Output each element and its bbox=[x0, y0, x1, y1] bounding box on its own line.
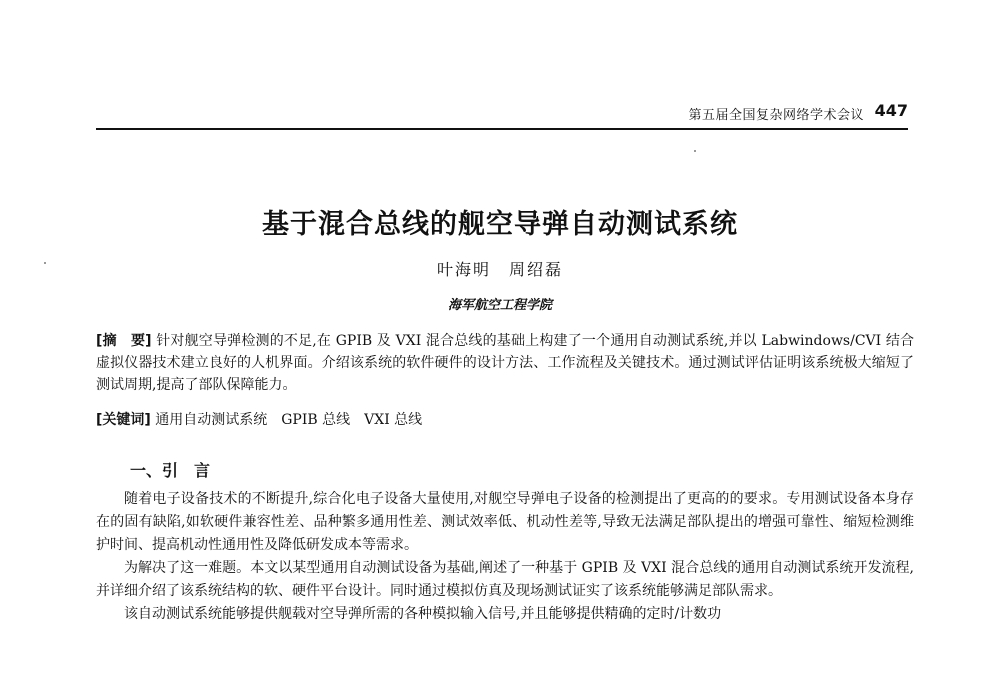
body-paragraph: 该自动测试系统能够提供舰载对空导弹所需的各种模拟输入信号,并且能够提供精确的定时/计数功 bbox=[124, 606, 722, 622]
paper-affiliation: 海军航空工程学院 bbox=[447, 298, 552, 313]
body-paragraph: 为解决了这一难题。本文以某型通用自动测试设备为基础,阐述了一种基于 GPIB 及 VXI 混合总线的通用自动测试系统开发流程,并详细介绍了该系统结构的软、硬件平台设计。同时通过模拟仿真及现场测试证实了该系统能够满足部队需求。 bbox=[96, 560, 914, 599]
page-number: 447 bbox=[874, 101, 908, 120]
abstract bbox=[96, 330, 914, 396]
paper-title: 基于混合总线的舰空导弹自动测试系统 bbox=[262, 209, 738, 240]
abstract-label: [摘 要] bbox=[96, 333, 152, 349]
keywords bbox=[96, 409, 914, 431]
paper-authors: 叶海明 周绍磊 bbox=[436, 260, 563, 279]
scan-speck bbox=[694, 150, 696, 152]
running-header bbox=[96, 100, 908, 130]
abstract-text: 针对舰空导弹检测的不足,在 GPIB 及 VXI 混合总线的基础上构建了一个通用自动测试系统,并以 Labwindows/CVI 结合虚拟仪器技术建立良好的人机界面。介绍该系统的软件硬件的设计方法、工作流程及关键技术。通过测试评估证明该系统极大缩短了测试周期,提高了部队保障能力。 bbox=[96, 333, 915, 393]
keywords-label: [关键词] bbox=[96, 412, 151, 428]
section-body bbox=[96, 488, 914, 626]
body-paragraph: 随着电子设备技术的不断提升,综合化电子设备大量使用,对舰空导弹电子设备的检测提出了更高的的要求。专用测试设备本身存在的固有缺陷,如软硬件兼容性差、品种繁多通用性差、测试效率低、机动性差等,导致无法满足部队提出的增强可靠性、缩短检测维护时间、提高机动性通用性及降低研发成本等需求。 bbox=[96, 491, 914, 553]
section-heading-introduction: 一、引 言 bbox=[130, 461, 211, 480]
keywords-text: 通用自动测试系统 GPIB 总线 VXI 总线 bbox=[155, 412, 423, 428]
conference-name: 第五届全国复杂网络学术会议 bbox=[688, 108, 864, 123]
